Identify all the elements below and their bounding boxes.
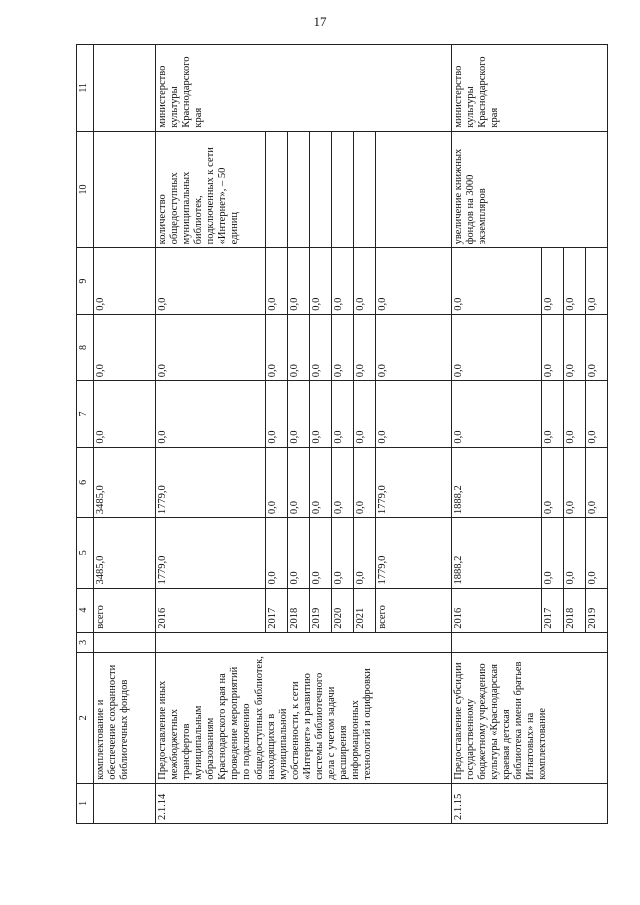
cell-value: 0,0 bbox=[288, 447, 310, 517]
cell-year: 2017 bbox=[542, 588, 564, 632]
table-row bbox=[452, 45, 542, 824]
cell-value: 0,0 bbox=[542, 447, 564, 517]
cell-year: 2021 bbox=[354, 588, 376, 632]
cell-value: 0,0 bbox=[542, 381, 564, 447]
col-header: 2 bbox=[77, 652, 94, 783]
cell-year: 2019 bbox=[310, 588, 332, 632]
cell-result bbox=[310, 131, 332, 248]
cell-value: 0,0 bbox=[266, 518, 288, 588]
cell-value: 0,0 bbox=[452, 381, 542, 447]
cell-value: 0,0 bbox=[332, 248, 354, 314]
cell-value: 0,0 bbox=[564, 447, 586, 517]
cell-result bbox=[354, 131, 376, 248]
cell-value: 0,0 bbox=[332, 518, 354, 588]
cell-value: 0,0 bbox=[354, 518, 376, 588]
cell-value: 0,0 bbox=[354, 381, 376, 447]
cell-value: 0,0 bbox=[288, 314, 310, 380]
cell-name: Предоставление иных межбюджетных трансфертов муниципальным образованиям Краснодарского края на проведение мероприятий по подключению общедоступных библиотек, находящихся в муниципальной собственности, к сети «Интернет» и развитию системы библиотечного дела с учетом задачи расширения информационных технологий и оцифровки bbox=[156, 652, 452, 783]
cell-year: 2018 bbox=[288, 588, 310, 632]
cell-value: 0,0 bbox=[354, 248, 376, 314]
cell-value: 0,0 bbox=[332, 314, 354, 380]
cell-value: 0,0 bbox=[542, 518, 564, 588]
cell-value: 1888,2 bbox=[452, 447, 542, 517]
cell-year: 2019 bbox=[586, 588, 608, 632]
cell-value: 0,0 bbox=[586, 248, 608, 314]
cell-value: 0,0 bbox=[354, 447, 376, 517]
col-header: 9 bbox=[77, 248, 94, 314]
cell-result bbox=[332, 131, 354, 248]
cell-value: 0,0 bbox=[586, 314, 608, 380]
cell-value: 0,0 bbox=[376, 314, 452, 380]
cell-value: 0,0 bbox=[376, 248, 452, 314]
cell-value: 0,0 bbox=[94, 381, 156, 447]
cell-value: 0,0 bbox=[310, 447, 332, 517]
column-number-row bbox=[77, 45, 94, 824]
cell-value: 0,0 bbox=[332, 447, 354, 517]
cell-value: 0,0 bbox=[94, 314, 156, 380]
cell-value: 0,0 bbox=[156, 248, 266, 314]
col-header: 6 bbox=[77, 447, 94, 517]
cell-executor: министерство культуры Краснодарского края bbox=[156, 45, 452, 132]
cell-value: 1779,0 bbox=[156, 518, 266, 588]
cell-name: Предоставление субсидии государственному бюджетному учреждению культуры «Краснодарская краевая детская библиотека имени братьев Игнатовых» на комплектование bbox=[452, 652, 608, 783]
cell-code: 2.1.14 bbox=[156, 783, 452, 823]
cell-value: 0,0 bbox=[586, 381, 608, 447]
cell-value: 0,0 bbox=[266, 381, 288, 447]
cell-value: 0,0 bbox=[586, 447, 608, 517]
cell-code: 2.1.15 bbox=[452, 783, 608, 823]
cell-value: 1779,0 bbox=[156, 447, 266, 517]
cell-value: 0,0 bbox=[310, 314, 332, 380]
cell-value: 0,0 bbox=[288, 518, 310, 588]
rotated-table-container bbox=[76, 44, 626, 824]
col-header: 11 bbox=[77, 45, 94, 132]
cell-result: количество общедоступных муниципальных библиотек, подключенных к сети «Интернет», – 50 единиц bbox=[156, 131, 266, 248]
col-header: 5 bbox=[77, 518, 94, 588]
col-header: 3 bbox=[77, 632, 94, 652]
cell-value: 3485,0 bbox=[94, 447, 156, 517]
cell-value: 0,0 bbox=[564, 518, 586, 588]
cell-value: 0,0 bbox=[94, 248, 156, 314]
col-header: 7 bbox=[77, 381, 94, 447]
cell-value: 0,0 bbox=[310, 248, 332, 314]
cell-result bbox=[266, 131, 288, 248]
cell-result bbox=[376, 131, 452, 248]
cell-result bbox=[288, 131, 310, 248]
cell-value: 1779,0 bbox=[376, 518, 452, 588]
cell-year: 2016 bbox=[156, 588, 266, 632]
cell-value: 0,0 bbox=[564, 314, 586, 380]
cell-value: 0,0 bbox=[564, 248, 586, 314]
cell-value: 0,0 bbox=[266, 447, 288, 517]
cell-value: 0,0 bbox=[288, 248, 310, 314]
cell-year: 2020 bbox=[332, 588, 354, 632]
cell-code bbox=[94, 783, 156, 823]
cell-value: 0,0 bbox=[586, 518, 608, 588]
col-header: 10 bbox=[77, 131, 94, 248]
cell-value: 0,0 bbox=[376, 381, 452, 447]
cell-value: 0,0 bbox=[542, 248, 564, 314]
cell-executor bbox=[94, 45, 156, 132]
cell-value: 0,0 bbox=[288, 381, 310, 447]
cell-year: 2016 bbox=[452, 588, 542, 632]
cell-name: комплектование и обеспечение сохранности библиотечных фондов bbox=[94, 652, 156, 783]
cell-value: 1888,2 bbox=[452, 518, 542, 588]
col-header: 1 bbox=[77, 783, 94, 823]
cell-empty bbox=[452, 632, 608, 652]
cell-value: 0,0 bbox=[310, 381, 332, 447]
cell-year: 2017 bbox=[266, 588, 288, 632]
cell-value: 3485,0 bbox=[94, 518, 156, 588]
cell-value: 0,0 bbox=[332, 381, 354, 447]
cell-result: увеличение книжных фондов на 3000 экземпляров bbox=[452, 131, 608, 248]
cell-value: 0,0 bbox=[564, 381, 586, 447]
cell-empty bbox=[94, 632, 156, 652]
cell-value: 0,0 bbox=[542, 314, 564, 380]
cell-value: 0,0 bbox=[266, 248, 288, 314]
cell-year: всего bbox=[94, 588, 156, 632]
table-row bbox=[156, 45, 266, 824]
cell-value: 0,0 bbox=[452, 248, 542, 314]
cell-empty bbox=[156, 632, 452, 652]
cell-value: 0,0 bbox=[156, 381, 266, 447]
page-number: 17 bbox=[313, 14, 327, 29]
cell-value: 1779,0 bbox=[376, 447, 452, 517]
cell-value: 0,0 bbox=[310, 518, 332, 588]
cell-value: 0,0 bbox=[266, 314, 288, 380]
col-header: 8 bbox=[77, 314, 94, 380]
cell-value: 0,0 bbox=[452, 314, 542, 380]
col-header: 4 bbox=[77, 588, 94, 632]
cell-year: всего bbox=[376, 588, 452, 632]
table-row bbox=[94, 45, 156, 824]
cell-value: 0,0 bbox=[156, 314, 266, 380]
cell-year: 2018 bbox=[564, 588, 586, 632]
cell-value: 0,0 bbox=[354, 314, 376, 380]
cell-executor: министерство культуры Краснодарского края bbox=[452, 45, 608, 132]
program-activities-table bbox=[76, 44, 608, 824]
cell-result bbox=[94, 131, 156, 248]
